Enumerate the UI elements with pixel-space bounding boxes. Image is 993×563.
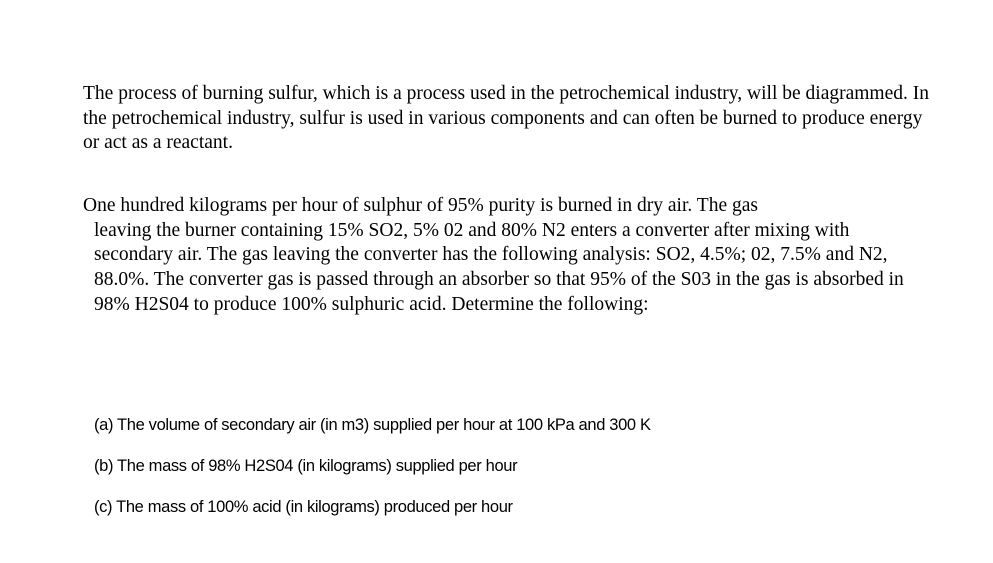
- problem-statement-continuation: leaving the burner containing 15% SO2, 5% 02 and 80% N2 enters a converter after mixing with secondary air. The gas leaving the converter has the following analysis: SO2, 4.5%; 02, 7.5% and N2, 88.0%. The converter gas is passed through an absorber so that 95% of the S03 in the gas is absorbed in 98% H2S04 to produce 100% sulphuric acid. Determine the following:: [94, 219, 904, 315]
- question-c: (c) The mass of 100% acid (in kilograms) produced per hour: [94, 498, 513, 516]
- problem-statement: [83, 194, 933, 318]
- question-a: (a) The volume of secondary air (in m3) supplied per hour at 100 kPa and 300 K: [94, 416, 651, 434]
- question-b: (b) The mass of 98% H2S04 (in kilograms) supplied per hour: [94, 457, 518, 475]
- intro-paragraph: The process of burning sulfur, which is a process used in the petrochemical industry, will be diagrammed. In the petrochemical industry, sulfur is used in various components and can often be burned to produce energy or act as a reactant.: [83, 83, 929, 154]
- problem-statement-first-line: One hundred kilograms per hour of sulphur of 95% purity is burned in dry air. The gas: [83, 195, 758, 216]
